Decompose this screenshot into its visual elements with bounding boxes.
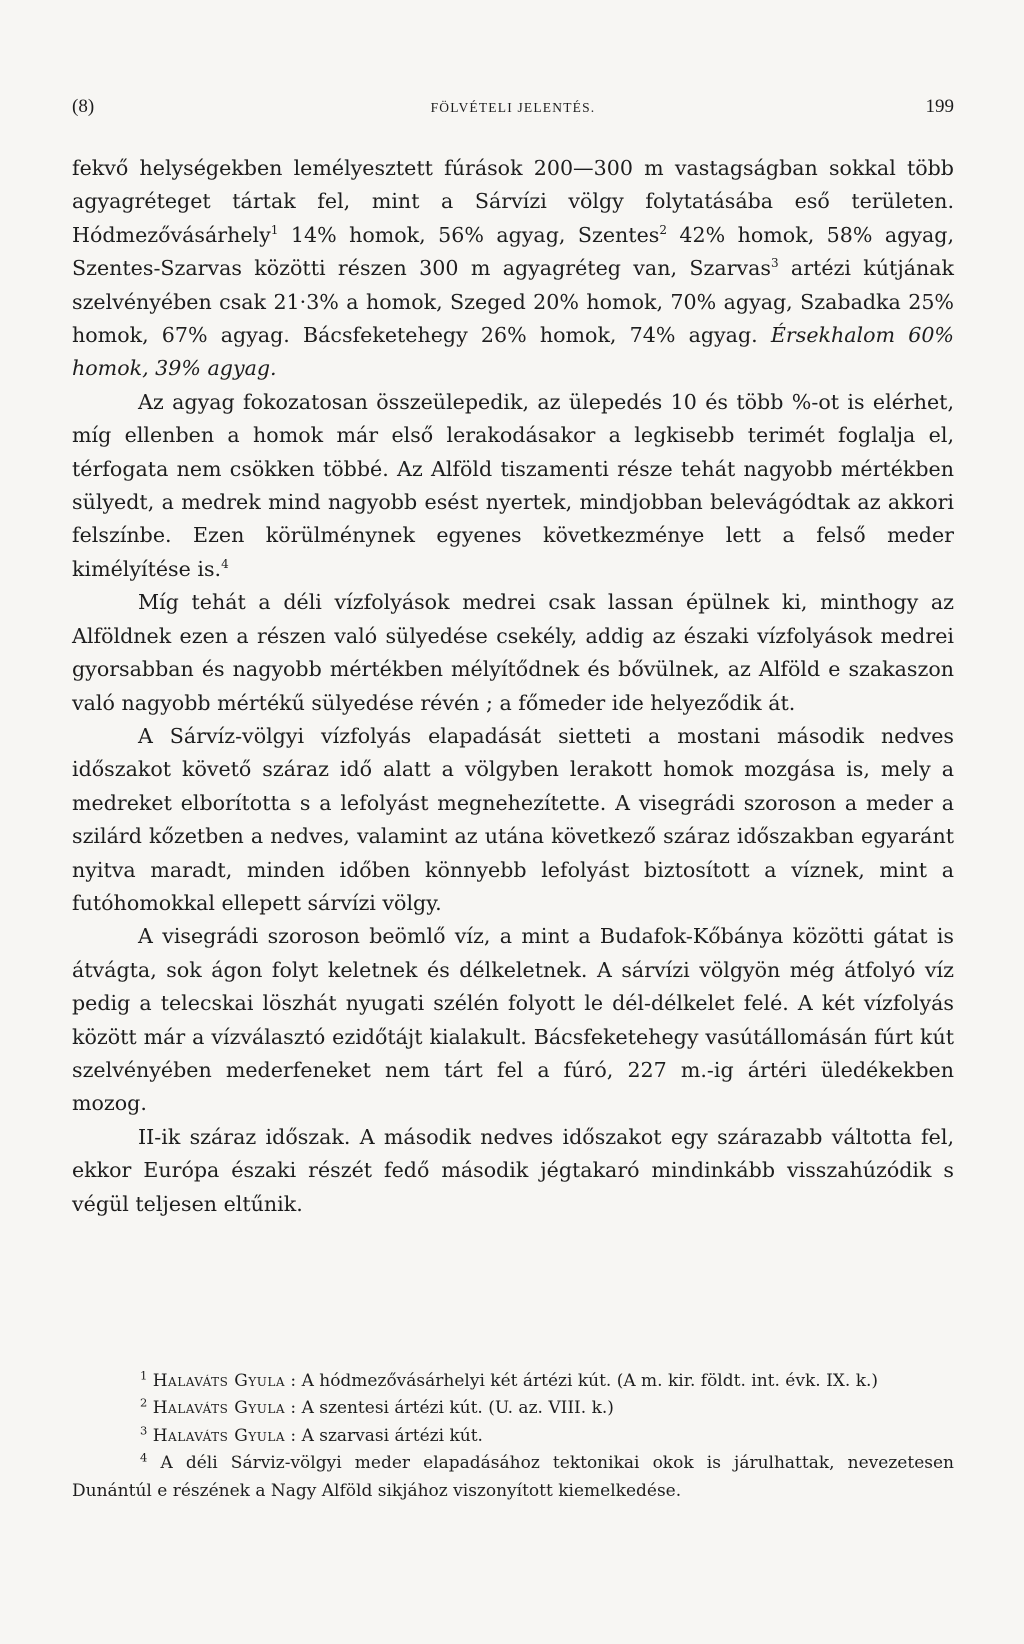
footnote xyxy=(72,1368,954,1395)
footnote-mark: 4 xyxy=(140,1450,148,1465)
text-run: fekvő helységekben lemélyesztett fúrások 200—300 m vastagságban sokkal több agyagréteget tártak fel, mint a Sárvízi völgy folytatásába eső területen. Hódmezővásárhely xyxy=(72,156,954,247)
footnote-ref: 2 xyxy=(659,222,667,237)
footnote-text: A szarvasi ártézi kút. xyxy=(301,1425,483,1446)
text-run: artézi kútjának szelvényében csak 21·3% a homok, Szeged 20% homok, 70% agyag, Szabadka 25% homok, 67% agyag. Bácsfeketehegy 26% homok, 74% agyag. xyxy=(72,256,955,348)
separator: : xyxy=(285,1425,302,1446)
paragraph: A visegrádi szoroson beömlő víz, a mint a Budafok-Kőbánya közötti gátat is átvágta, sok ágon folyt keletnek és délkeletnek. A sárvízi völgyön még átfolyó víz pedig a telecskai löszhát nyugati szélén folyott le dél-délkelet felé. A két vízfolyás között már a vízválasztó ezidőtájt kialakult. Bácsfeketehegy vasútállomásán fúrt kút szelvényében mederfeneket nem tárt fel a fúró, 227 m.-ig ártéri üledékekben mozog. xyxy=(72,924,954,1116)
footnote-mark: 3 xyxy=(140,1423,148,1438)
footnote xyxy=(72,1423,954,1450)
text-run: 42% homok, 58% agyag, Szentes-Szarvas közötti részen 300 m agyagréteg van, Szarvas xyxy=(72,222,954,281)
page-number: 199 xyxy=(925,96,954,117)
page-header xyxy=(72,96,954,126)
main-text xyxy=(72,152,954,1221)
footnote-mark: 2 xyxy=(140,1395,148,1410)
paragraph: II-ik száraz időszak. A második nedves időszakot egy szárazabb váltotta fel, ekkor Európa északi részét fedő második jégtakaró mindinkább visszahúzódik s végül teljesen eltűnik. xyxy=(72,1124,954,1216)
separator: : xyxy=(285,1398,302,1419)
footnote-text: A déli Sárviz-völgyi meder elapadásához tektonikai okok is járulhattak, nevezetesen Dunántúl e részének a Nagy Alföld sikjához viszonyított kiemelkedése. xyxy=(72,1453,954,1501)
paragraph xyxy=(72,152,954,386)
footnote-text: A szentesi ártézi kút. (U. az. VIII. k.) xyxy=(301,1398,614,1419)
footnote-ref: 3 xyxy=(770,256,779,271)
footnote-author: Halaváts Gyula xyxy=(152,1398,286,1419)
footnote-author: Halaváts Gyula xyxy=(152,1425,286,1446)
footnote-ref: 1 xyxy=(270,222,279,237)
section-number: (8) xyxy=(72,96,95,117)
footnote xyxy=(72,1450,954,1505)
footnote-author: Halaváts Gyula xyxy=(152,1371,286,1391)
footnote xyxy=(72,1395,954,1422)
footnote-mark: 1 xyxy=(140,1368,148,1383)
paragraph: A Sárvíz-völgyi vízfolyás elapadását sietteti a mostani második nedves időszakot követő száraz idő alatt a völgyben lerakott homok mozgása is, mely a medreket elborította s a lefolyást megnehezítette. A visegrádi szoroson a meder a szilárd kőzetben a nedves, valamint az utána következő száraz időszakban egyaránt nyitva maradt, minden időben könnyebb lefolyást biztosított a víznek, mint a futóhomokkal ellepett sárvízi völgy. xyxy=(72,723,954,915)
paragraph xyxy=(72,386,954,586)
separator: : xyxy=(285,1371,302,1391)
footnote-text: A hódmezővásárhelyi két ártézi kút. (A m. kir. földt. int. évk. IX. k.) xyxy=(301,1371,879,1391)
paragraph: Míg tehát a déli vízfolyások medrei csak lassan épülnek ki, minthogy az Alföldnek ezen a részen való sülyedése csekély, addig az északi vízfolyások medrei gyorsabban és nagyobb mértékben mélyítődnek és bővülnek, az Alföld e szakaszon való nagyobb mértékű sülyedése révén ; a főmeder ide helyeződik át. xyxy=(72,590,954,715)
text-run: Az agyag fokozatosan összeülepedik, az ülepedés 10 és több %-ot is elérhet, míg ellenben a homok már első lerakodásakor a legkisebb terimét foglalja el, térfogata nem csökken többé. Az Alföld tiszamenti része tehát nagyobb mértékben sülyedt, a medrek mind nagyobb esést nyertek, mindjobban belevágódtak az akkori felszínbe. Ezen körülménynek egyenes következménye lett a felső meder kimélyítése is. xyxy=(72,389,954,581)
footnote-ref: 4 xyxy=(221,557,229,572)
footnotes xyxy=(72,1368,954,1505)
italic-text: Érsekhalom 60% homok, 39% agyag. xyxy=(72,323,954,381)
running-title: FÖLVÉTELI JELENTÉS. xyxy=(430,100,596,115)
text-run: 14% homok, 56% agyag, Szentes xyxy=(278,222,660,247)
